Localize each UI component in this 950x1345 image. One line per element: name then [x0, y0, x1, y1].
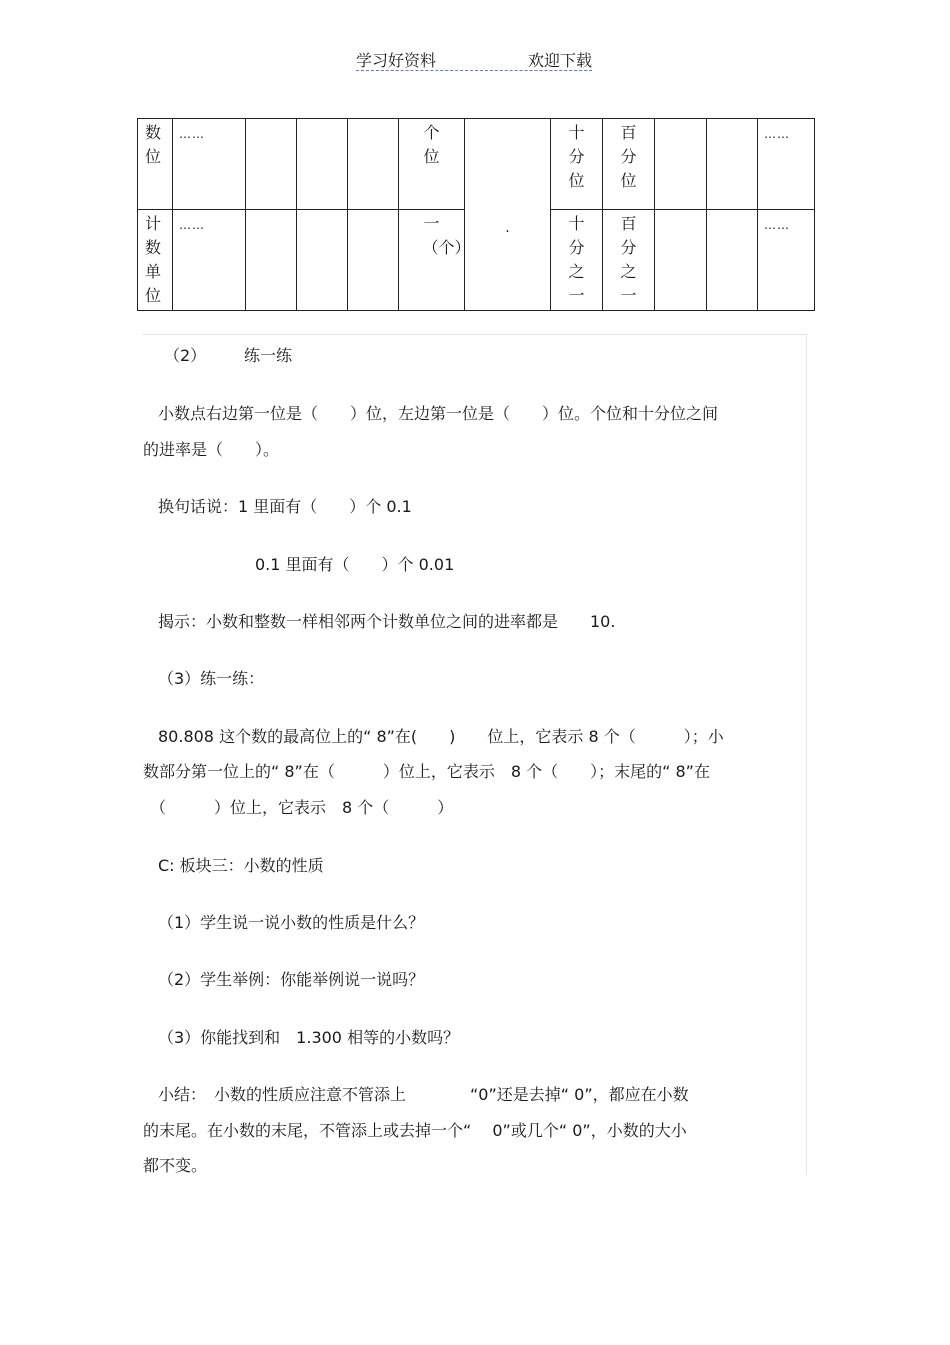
text-line: 0.1 里面有（ ）个 0.01: [255, 555, 455, 574]
table-cell: 百分之一: [603, 210, 655, 311]
section-title: （3）练一练：: [158, 669, 265, 688]
table-cell: 十分位: [551, 119, 603, 210]
text-line: （2）学生举例：你能举例说一说吗？: [158, 970, 425, 989]
table-cell: [655, 119, 707, 210]
table-cell: [348, 119, 399, 210]
place-value-table: [137, 118, 815, 311]
text-line: 换句话说：1 里面有（ ）个 0.1: [158, 497, 412, 516]
text-line: 小数点右边第一位是（ ）位，左边第一位是（ ）位。个位和十分位之间: [158, 404, 719, 423]
text-line: （ ）位上，它表示 8 个（ ）: [150, 798, 454, 817]
table-cell: 计数单位: [138, 210, 173, 311]
table-cell: 数位: [138, 119, 173, 210]
decimal-point-cell: [465, 119, 551, 311]
table-cell: 十分之一: [551, 210, 603, 311]
table-cell: 百分位: [603, 119, 655, 210]
table-row-digit-place: [138, 119, 815, 210]
decimal-point: .: [505, 220, 510, 236]
table-cell: [707, 119, 758, 210]
header-right-text: 欢迎下载: [527, 51, 592, 70]
table-cell: [297, 119, 348, 210]
text-line: 揭示：小数和整数一样相邻两个计数单位之间的进率都是 10.: [158, 612, 616, 631]
text-line: 都不变。: [143, 1156, 208, 1175]
table-cell: [246, 210, 297, 311]
page-header: [356, 48, 592, 72]
table-cell: [246, 119, 297, 210]
section-heading: C: 板块三：小数的性质: [158, 856, 324, 875]
table-cell: [348, 210, 399, 311]
text-line: 数部分第一位上的“ 8”在（ ）位上，它表示 8 个（ ）；末尾的“ 8”在: [143, 762, 710, 781]
table-cell: ……: [173, 210, 246, 311]
text-line: 的末尾。在小数的末尾，不管添上或去掉一个“ 0”或几个“ 0”，小数的大小: [143, 1121, 687, 1140]
text-line: （1）学生说一说小数的性质是什么？: [158, 913, 425, 932]
text-line: 的进率是（ ）。: [143, 440, 280, 459]
content-frame: [142, 334, 807, 1175]
table-cell: [707, 210, 758, 311]
table-cell: ……: [758, 119, 815, 210]
table-cell: [655, 210, 707, 311]
table-cell: ……: [758, 210, 815, 311]
table-cell: ……: [173, 119, 246, 210]
section-number: （2）: [164, 346, 207, 365]
header-left-text: 学习好资料: [356, 51, 437, 70]
table-cell: [297, 210, 348, 311]
text-line: （3）你能找到和 1.300 相等的小数吗？: [158, 1028, 460, 1047]
table-cell: 个位: [399, 119, 465, 210]
text-line: 小结： 小数的性质应注意不管添上 “0”还是去掉“ 0”，都应在小数: [158, 1085, 689, 1104]
table-cell: 一（个）: [399, 210, 465, 311]
text-line: 80.808 这个数的最高位上的“ 8”在( ) 位上，它表示 8 个（ ）；小: [158, 727, 724, 746]
section-title: 练一练: [244, 346, 293, 365]
header-underline: [356, 70, 592, 71]
